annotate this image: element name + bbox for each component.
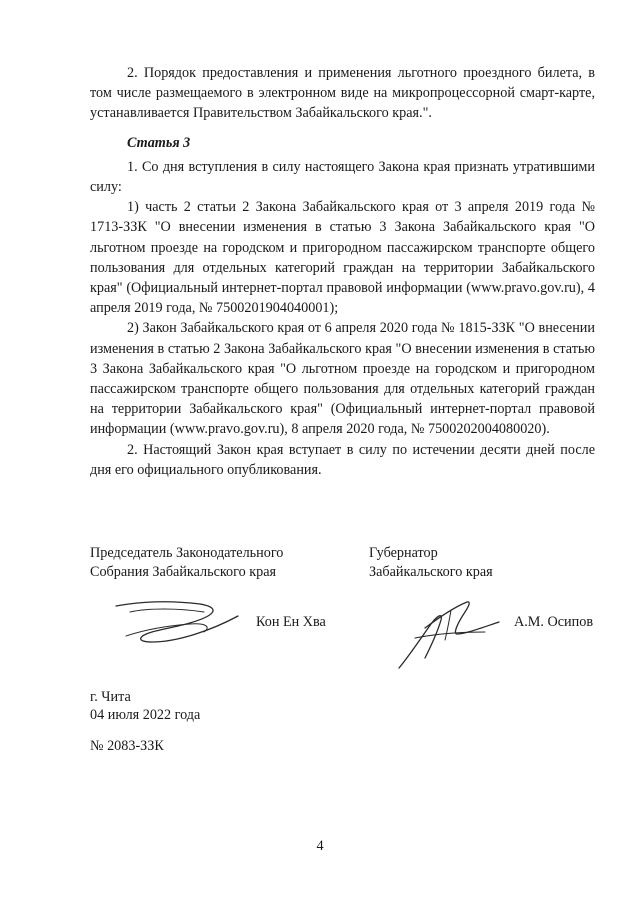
law-number: № 2083-ЗЗК [90, 738, 164, 754]
governor-title-line1: Губернатор [369, 545, 438, 561]
paragraph-invalidation: 1. Со дня вступления в силу настоящего Закона края признать утратившими силу: [90, 158, 595, 196]
chairman-title [90, 544, 283, 582]
chairman-title-line1: Председатель Законодательного [90, 545, 284, 561]
paragraph-entry-into-force: 2. Настоящий Закон края вступает в силу по истечении десяти дней после дня его официального опубликования. [90, 441, 595, 478]
paragraph-item-1: 1) часть 2 статьи 2 Закона Забайкальского края от 3 апреля 2019 года № 1713-ЗЗК "О внесении изменения в статью 3 Закона Забайкальского края "О льготном проезде на городском и пригородном пассажирском транспорте общего пользования для отдельных категорий граждан на территории Забайкальского края" (Официальный интернет-портал правовой информации (www.pravo.gov.ru), 4 апреля 2019 года, № 7500201904040001); [90, 199, 595, 317]
chairman-name: Кон Ен Хва [256, 614, 326, 630]
chairman-title-line2: Собрания Забайкальского края [90, 564, 277, 580]
signing-date: 04 июля 2022 года [90, 707, 201, 723]
paragraph-item-2: 2) Закон Забайкальского края от 6 апреля 2020 года № 1815-ЗЗК "О внесении изменения в статью 2 Закона Забайкальского края "О внесении изменения в статью 3 Закона Забайкальского края "О льготном проезде на городском и пригородном пассажирском транспорте общего пользования для отдельных категорий граждан на территории Забайкальского края" (Официальный интернет-портал правовой информации (www.pravo.gov.ru), 8 апреля 2020 года, № 7500202004080020). [90, 320, 595, 438]
governor-name: А.М. Осипов [514, 614, 594, 630]
city: г. Чита [90, 689, 131, 705]
document-body [90, 63, 595, 480]
governor-title [369, 544, 493, 582]
page-number: 4 [316, 838, 324, 854]
governor-title-line2: Забайкальского края [369, 564, 493, 580]
article-title: Статья 3 [127, 134, 191, 151]
chairman-signature [108, 596, 248, 648]
governor-signature [395, 598, 510, 672]
place-and-date [90, 688, 200, 724]
paragraph-procedure: 2. Порядок предоставления и применения льготного проездного билета, в том числе размещаемого в электронном виде на микропроцессорной смарт-карте, устанавливается Правительством Забайкальского края.". [90, 65, 595, 122]
